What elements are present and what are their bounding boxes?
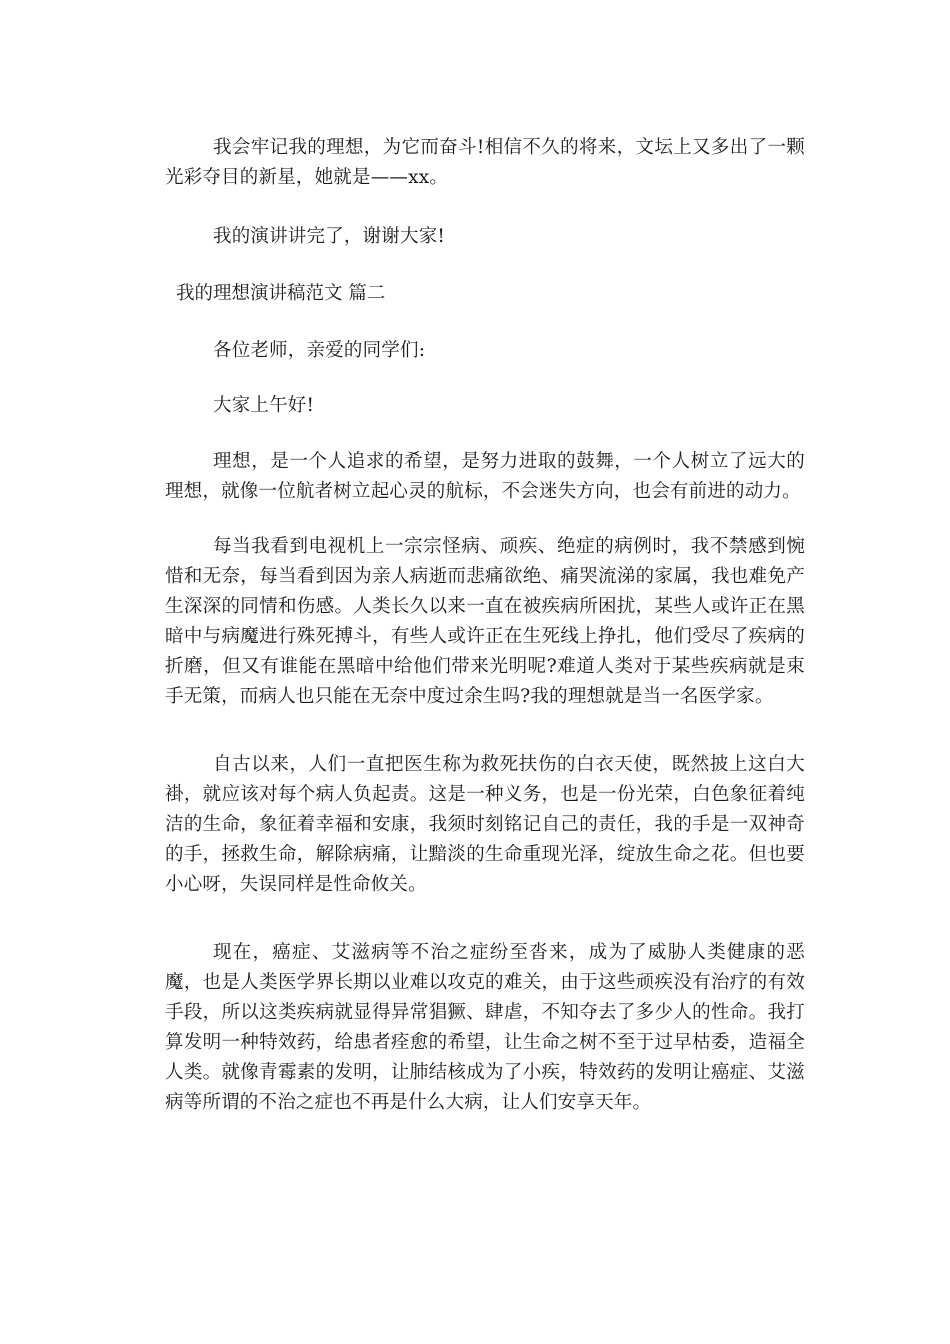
- paragraph-medicine-invention: 现在，癌症、艾滋病等不治之症纷至沓来，成为了威胁人类健康的恶魔，也是人类医学界长期以业难以攻克的难关，由于这些顽疾没有治疗的有效手段，所以这类疾病就显得异常猖獗、肆虐，不知夺去了多少人的性命。我打算发明一种特效药，给患者痊愈的希望，让生命之树不至于过早枯委，造福全人类。就像青霉素的发明，让肺结核成为了小疾，特效药的发明让癌症、艾滋病等所谓的不治之症也不再是什么大病，让人们安享天年。: [165, 942, 805, 1113]
- paragraph-thanks: 我的演讲讲完了，谢谢大家!: [213, 226, 446, 247]
- paragraph-greeting: 大家上午好!: [213, 395, 315, 416]
- paragraph-disease-reflection: 每当我看到电视机上一宗宗怪病、顽疾、绝症的病例时，我不禁感到惋惜和无奈，每当看到因为亲人病逝而悲痛欲绝、痛哭流涕的家属，我也难免产生深深的同情和伤感。人类长久以来一直在被疾病所困扰，某些人或许正在黑暗中与病魔进行殊死搏斗，有些人或许正在生死线上挣扎，他们受尽了疾病的折磨，但又有谁能在黑暗中给他们带来光明呢?难道人类对于某些疾病就是束手无策，而病人也只能在无奈中度过余生吗?我的理想就是当一名医学家。: [165, 536, 805, 707]
- paragraph-closing-pledge: 我会牢记我的理想，为它而奋斗!相信不久的将来，文坛上又多出了一颗光彩夺目的新星，她就是——xx。: [165, 137, 805, 188]
- paragraph-ideal-definition: 理想，是一个人追求的希望，是努力进取的鼓舞，一个人树立了远大的理想，就像一位航者树立起心灵的航标，不会迷失方向，也会有前进的动力。: [165, 451, 805, 502]
- paragraph-doctor-duty: 自古以来，人们一直把医生称为救死扶伤的白衣天使，既然披上这白大褂，就应该对每个病人负起责。这是一种义务，也是一份光荣，白色象征着纯洁的生命，象征着幸福和安康，我须时刻铭记自己的责任，我的手是一双神奇的手，拯救生命，解除病痛，让黯淡的生命重现光泽，绽放生命之花。但也要小心呀，失误同样是性命攸关。: [165, 754, 805, 895]
- section-heading: 我的理想演讲稿范文 篇二: [176, 283, 386, 304]
- paragraph-salutation: 各位老师，亲爱的同学们:: [213, 340, 426, 361]
